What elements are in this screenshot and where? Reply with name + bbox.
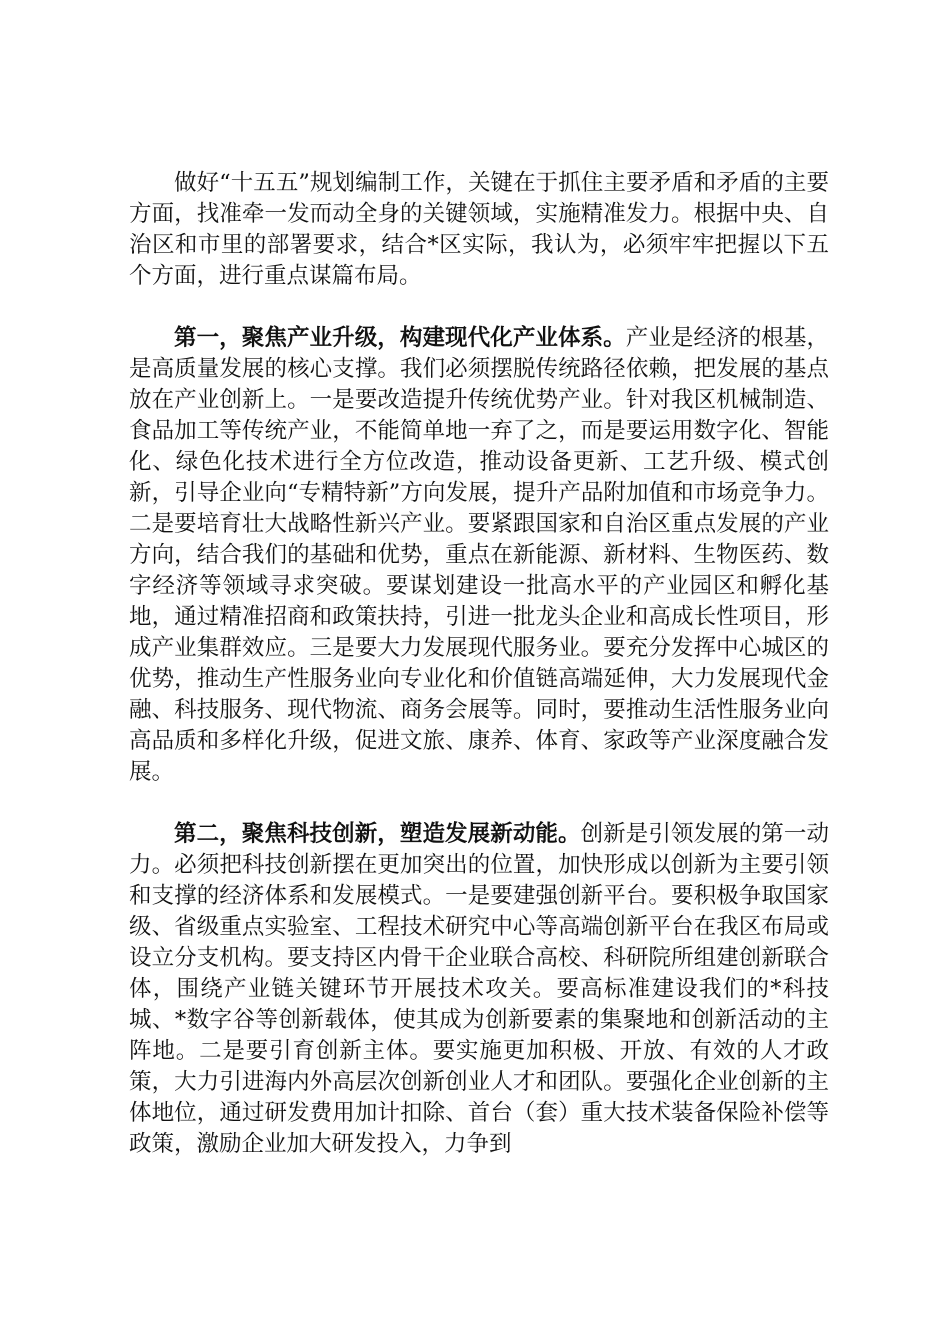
section-two-heading: 第二，聚焦科技创新，塑造发展新动能。 (174, 821, 581, 847)
document-body (129, 168, 829, 1160)
intro-paragraph (129, 168, 829, 292)
section-one-paragraph (129, 323, 829, 788)
section-one-heading: 第一，聚焦产业升级，构建现代化产业体系。 (174, 325, 626, 351)
section-one-body: 产业是经济的根基，是高质量发展的核心支撑。我们必须摆脱传统路径依赖，把发展的基点放在产业创新上。一是要改造提升传统优势产业。针对我区机械制造、食品加工等传统产业，不能简单地一弃了之，而是要运用数字化、智能化、绿色化技术进行全方位改造，推动设备更新、工艺升级、模式创新，引导企业向“专精特新”方向发展，提升产品附加值和市场竞争力。二是要培育壮大战略性新兴产业。要紧跟国家和自治区重点发展的产业方向，结合我们的基础和优势，重点在新能源、新材料、生物医药、数字经济等领域寻求突破。要谋划建设一批高水平的产业园区和孵化基地，通过精准招商和政策扶持，引进一批龙头企业和高成长性项目，形成产业集群效应。三是要大力发展现代服务业。要充分发挥中心城区的优势，推动生产性服务业向专业化和价值链高端延伸，大力发展现代金融、科技服务、现代物流、商务会展等。同时，要推动生活性服务业向高品质和多样化升级，促进文旅、康养、体育、家政等产业深度融合发展。 (129, 325, 829, 785)
section-two-body: 创新是引领发展的第一动力。必须把科技创新摆在更加突出的位置，加快形成以创新为主要引领和支撑的经济体系和发展模式。一是要建强创新平台。要积极争取国家级、省级重点实验室、工程技术研究中心等高端创新平台在我区布局或设立分支机构。要支持区内骨干企业联合高校、科研院所组建创新联合体，围绕产业链关键环节开展技术攻关。要高标准建设我们的*科技城、*数字谷等创新载体，使其成为创新要素的集聚地和创新活动的主阵地。二是要引育创新主体。要实施更加积极、开放、有效的人才政策，大力引进海内外高层次创新创业人才和团队。要强化企业创新的主体地位，通过研发费用加计扣除、首台（套）重大技术装备保险补偿等政策，激励企业加大研发投入，力争到 (129, 821, 829, 1157)
section-two-paragraph (129, 819, 829, 1160)
intro-paragraph-text: 做好“十五五”规划编制工作，关键在于抓住主要矛盾和矛盾的主要方面，找准牵一发而动全身的关键领域，实施精准发力。根据中央、自治区和市里的部署要求，结合*区实际，我认为，必须牢牢把握以下五个方面，进行重点谋篇布局。 (129, 170, 829, 289)
